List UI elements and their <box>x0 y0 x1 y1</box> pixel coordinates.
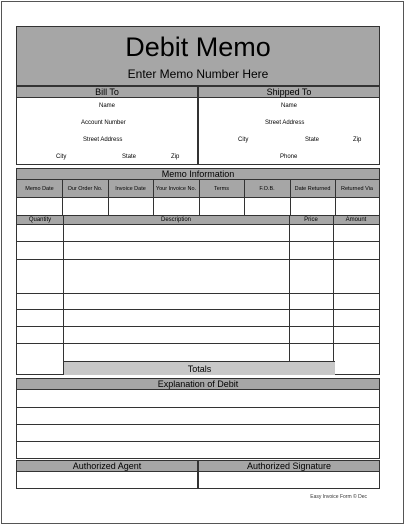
col-memo-date: Memo Date <box>25 186 54 192</box>
items-table <box>16 215 380 375</box>
col-quantity: Quantity <box>28 217 52 223</box>
table-row[interactable] <box>17 343 379 344</box>
shipped-to-phone[interactable]: Phone <box>280 154 298 160</box>
col-price: Price <box>304 217 318 223</box>
col-our-order-no: Our Order No. <box>67 186 103 192</box>
bill-to-heading: Bill To <box>16 86 198 98</box>
bill-to-zip[interactable]: Zip <box>171 154 180 160</box>
memo-info-heading: Memo Information <box>16 168 380 180</box>
totals-row: Totals <box>64 361 335 375</box>
debit-memo-form <box>1 1 404 524</box>
memo-number-field[interactable]: Enter Memo Number Here <box>127 67 269 81</box>
shipped-to-box <box>198 97 380 165</box>
shipped-to-heading: Shipped To <box>198 86 380 98</box>
col-date-returned: Date Returned <box>294 186 331 192</box>
authorized-agent-field[interactable] <box>16 471 198 489</box>
table-row[interactable] <box>17 241 379 242</box>
authorized-agent-heading: Authorized Agent <box>16 460 198 472</box>
shipped-to-zip[interactable]: Zip <box>353 137 362 143</box>
table-row[interactable] <box>17 309 379 310</box>
explanation-heading: Explanation of Debit <box>16 378 380 390</box>
col-fob: F.O.B. <box>259 186 275 192</box>
table-row[interactable] <box>17 259 379 260</box>
col-invoice-date: Invoice Date <box>115 186 146 192</box>
footer-credit: Easy Invoice Form © Dec <box>310 494 367 500</box>
bill-to-name[interactable]: Name <box>99 103 116 109</box>
shipped-to-street[interactable]: Street Address <box>265 120 305 126</box>
shipped-to-state[interactable]: State <box>305 137 320 143</box>
authorized-signature-field[interactable] <box>198 471 380 489</box>
col-returned-via: Returned Via <box>340 186 373 192</box>
bill-to-street[interactable]: Street Address <box>83 137 123 143</box>
bill-to-account[interactable]: Account Number <box>81 120 126 126</box>
form-title: Debit Memo <box>125 32 271 62</box>
shipped-to-name[interactable]: Name <box>281 103 298 109</box>
col-description: Description <box>160 217 191 223</box>
memo-info-table <box>16 179 380 216</box>
col-your-invoice-no: Your Invoice No. <box>155 186 197 192</box>
table-row[interactable] <box>17 293 379 294</box>
bill-to-box <box>16 97 198 165</box>
form-header <box>16 26 380 86</box>
bill-to-city[interactable]: City <box>56 154 67 160</box>
table-row[interactable] <box>17 326 379 327</box>
col-terms: Terms <box>214 186 229 192</box>
bill-to-state[interactable]: State <box>122 154 137 160</box>
col-amount: Amount <box>345 217 367 223</box>
explanation-box[interactable] <box>16 389 380 459</box>
authorized-signature-heading: Authorized Signature <box>198 460 380 472</box>
shipped-to-city[interactable]: City <box>238 137 249 143</box>
